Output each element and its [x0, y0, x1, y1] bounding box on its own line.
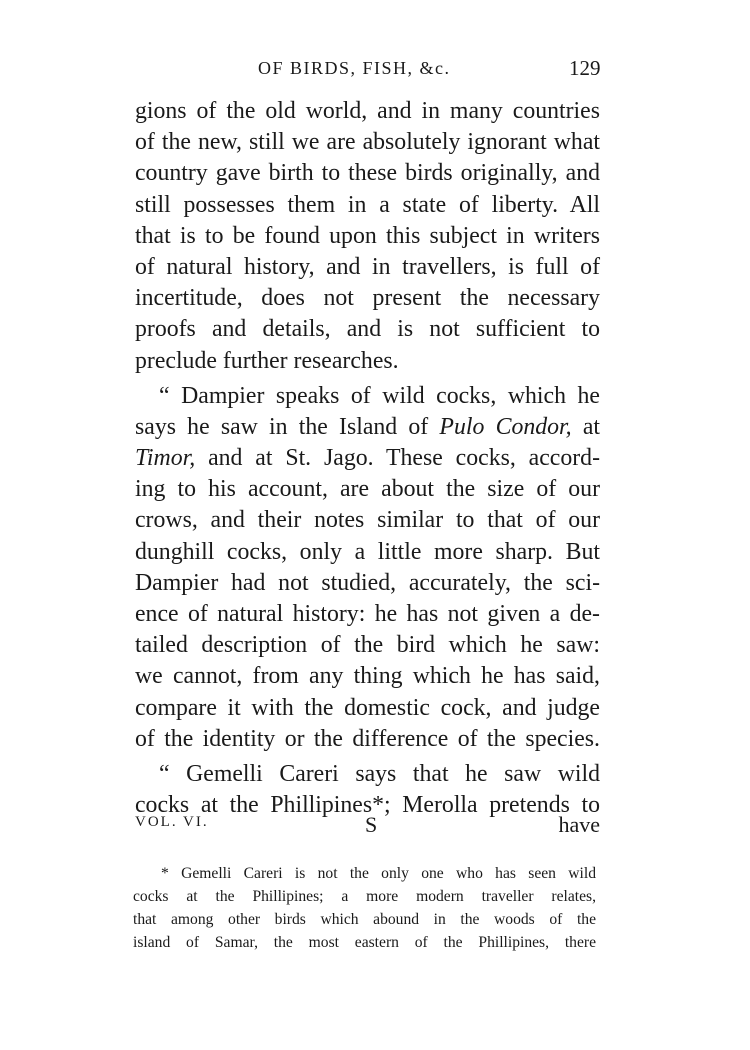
text-line: dunghill cocks, only a little more sharp. But [135, 538, 600, 565]
text-line: preclude further researches. [135, 347, 399, 374]
text-line: country gave birth to these birds originally, and [135, 160, 600, 187]
footnote-line: that among other birds which abound in the woods of the [133, 911, 596, 928]
text-line: “ Gemelli Careri says that he saw wild [159, 760, 600, 787]
footnote-line: island of Samar, the most eastern of the Phillipines, there [133, 934, 596, 951]
text-line [135, 443, 600, 474]
text-line: incertitude, does not present the necessary [135, 285, 600, 312]
text-line: still possesses them in a state of liberty. All [135, 191, 600, 218]
signature-mark: S [365, 812, 378, 837]
text-line: ing to his account, are about the size of our [135, 476, 600, 503]
text-line: proofs and details, and is not sufficient to [135, 316, 600, 343]
footnote-line: cocks at the Phillipines; a more modern traveller relates, [133, 888, 596, 905]
text-line [135, 412, 600, 443]
place-name-pulo-condor: Pulo Condor, [439, 413, 572, 440]
text-line: of natural history, and in travellers, is full of [135, 253, 600, 280]
text-line: we cannot, from any thing which he has said, [135, 663, 600, 690]
footnote-line: * Gemelli Careri is not the only one who has seen wild [161, 865, 596, 882]
text-segment: says he saw in the Island of [135, 413, 429, 440]
catchword: have [558, 812, 600, 837]
footnote [133, 862, 596, 954]
text-line: tailed description of the bird which he saw: [135, 632, 600, 659]
signature-line [135, 812, 600, 840]
volume-label: VOL. VI. [135, 814, 209, 830]
text-segment: and at St. Jago. These cocks, accord- [208, 445, 601, 472]
text-line: “ Dampier speaks of wild cocks, which he [159, 382, 600, 409]
text-line: of the identity or the difference of the species. [135, 725, 600, 752]
running-title: OF BIRDS, FISH, &c. [258, 58, 451, 78]
text-line: of the new, still we are absolutely ignorant what [135, 129, 600, 156]
text-line: cocks at the Phillipines*; Merolla pretends to [135, 792, 600, 819]
text-line: Dampier had not studied, accurately, the sci- [135, 569, 600, 596]
body-text [135, 96, 600, 821]
text-line: compare it with the domestic cock, and judge [135, 694, 600, 721]
place-name-timor: Timor, [135, 445, 196, 472]
text-segment: at [582, 413, 600, 440]
text-line: ence of natural history: he has not given a de- [135, 601, 600, 627]
page-number: 129 [569, 56, 601, 80]
text-line: crows, and their notes similar to that of our [135, 507, 600, 534]
text-line: gions of the old world, and in many countries [135, 98, 600, 124]
text-line: that is to be found upon this subject in writers [135, 222, 600, 249]
